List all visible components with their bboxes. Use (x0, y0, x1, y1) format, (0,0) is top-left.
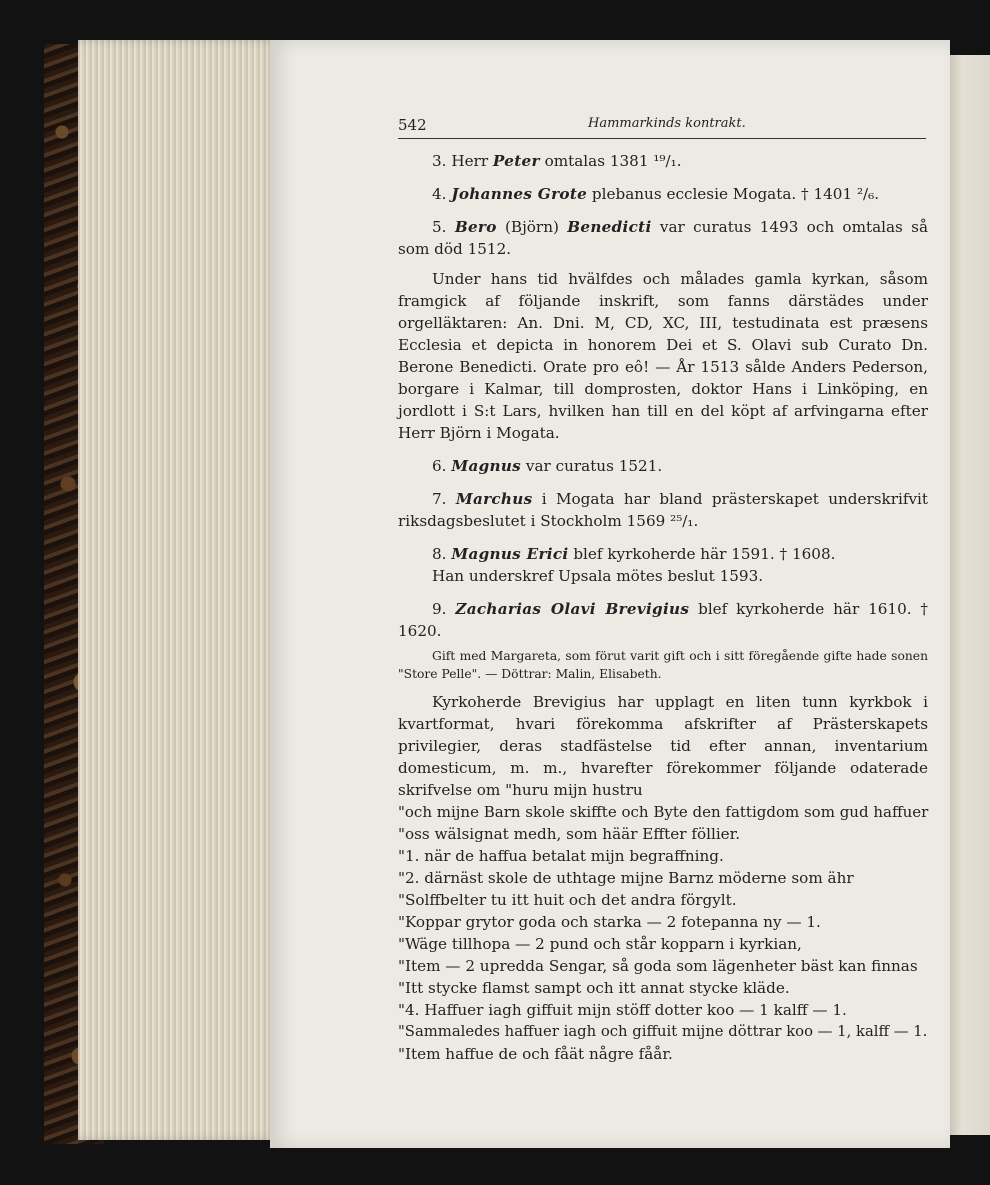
running-head: Hammarkinds kontrakt. (588, 116, 746, 131)
entry-8-continuation: Han underskref Upsala mötes beslut 1593. (432, 567, 764, 585)
entry-number: 6. (432, 457, 447, 475)
entry-text: i Mogata har bland prästerskapet underskrifvit riksdagsbeslutet i Stockholm 1569 ²⁵/₁. (398, 490, 928, 530)
person-name: Magnus (451, 457, 522, 475)
quote-line: "Solffbelter tu itt huit och det andra förgylt. (398, 891, 737, 909)
entry-number: 4. (432, 185, 447, 203)
page-block-edge (78, 40, 278, 1140)
entry-7 (398, 488, 928, 532)
quote-line: "och mijne Barn skole skiffte och Byte den fattigdom som gud haffuer (398, 803, 929, 821)
entry-text: blef kyrkoherde här 1591. † 1608. (568, 545, 836, 563)
quote-line: "Koppar grytor goda och starka — 2 fotepanna ny — 1. (398, 913, 821, 931)
entry-text: blef kyrkoherde här 1610. † 1620. (398, 600, 929, 640)
page-header (398, 114, 926, 139)
quote-line: "Itt stycke flamst sampt och itt annat stycke kläde. (398, 979, 790, 997)
quote-line: "2. därnäst skole de uthtage mijne Barnz möderne som ähr (398, 869, 854, 887)
page-content (398, 150, 928, 1065)
quote-line: "Item — 2 upredda Sengar, så goda som lägenheter bäst kan finnas (398, 957, 918, 975)
quote-line: "1. när de haffua betalat mijn begraffning. (398, 847, 724, 865)
quote-line: "Wäge tillhopa — 2 pund och står kopparn i kyrkian, (398, 935, 802, 953)
entry-text: plebanus ecclesie Mogata. † 1401 ²/₆. (587, 185, 880, 203)
person-name: Peter (492, 152, 540, 170)
entry-number: 7. (432, 490, 447, 508)
quote-line: "oss wälsignat medh, som häär Effter föllier. (398, 825, 741, 843)
entry-text: var curatus 1521. (521, 457, 663, 475)
person-name: Johannes Grote (451, 185, 588, 203)
kyrkbok-paragraph: Kyrkoherde Brevigius har upplagt en liten tunn kyrkbok i kvartformat, hvari förekomma afskrifter af Prästerskapets privilegier, deras stadfästelse tid efter annan, inventarium domesticum, m. m., hvarefter förekommer följande odaterade skrifvelse om "huru mijn hustru (398, 693, 928, 799)
entry-5 (398, 216, 928, 260)
person-name: Magnus Erici (451, 545, 569, 563)
person-name: Zacharias Olavi Brevigius (455, 600, 690, 618)
entry-4 (398, 183, 928, 205)
entry-3 (398, 150, 928, 172)
entry-number: 3. (432, 152, 447, 170)
entry-prefix: Herr (451, 152, 493, 170)
entry-number: 5. (432, 218, 447, 236)
inscription-paragraph: Under hans tid hvälfdes och målades gamla kyrkan, såsom framgick af följande inskrift, som fanns därstädes under orgelläktaren: An. Dni. M, CD, XC, III, testudinata est præsens Ecclesia et depicta in honorem Dei et S. Olavi sub Curato Dn. Berone Benedicti. Orate pro eô! — År 1513 sålde Anders Pederson, borgare i Kalmar, till domprosten, doktor Hans i Linköping, en jordlott i S:t Lars, hvilken han till en del köpt af arfvingarna efter Herr Björn i Mogata. (398, 270, 928, 442)
entry-text: var curatus 1493 och omtalas så som död 1512. (398, 218, 929, 258)
person-name: Marchus (455, 490, 533, 508)
entry-8 (398, 543, 928, 565)
quoted-letter (398, 801, 928, 1065)
footnote-small: Gift med Margareta, som förut varit gift och i sitt föregående gifte hade sonen "Store Pelle". — Döttrar: Malin, Elisabeth. (398, 649, 928, 681)
person-surname: Benedicti (567, 218, 652, 236)
facing-page-edge (950, 55, 990, 1135)
entry-number: 9. (432, 600, 447, 618)
page-number: 542 (398, 116, 427, 134)
person-name: Bero (454, 218, 497, 236)
quote-line: "Item haffue de och fåät någre fåår. (398, 1045, 673, 1063)
entry-number: 8. (432, 545, 447, 563)
entry-text: (Björn) (496, 218, 568, 236)
entry-6 (398, 455, 928, 477)
entry-9 (398, 598, 928, 642)
entry-text: omtalas 1381 ¹⁹/₁. (539, 152, 682, 170)
quote-line: "4. Haffuer iagh giffuit mijn stöff dotter koo — 1 kalff — 1. (398, 1001, 847, 1019)
quote-line: "Sammaledes haffuer iagh och giffuit mijne döttrar koo — 1, kalff — 1. (398, 1023, 928, 1040)
